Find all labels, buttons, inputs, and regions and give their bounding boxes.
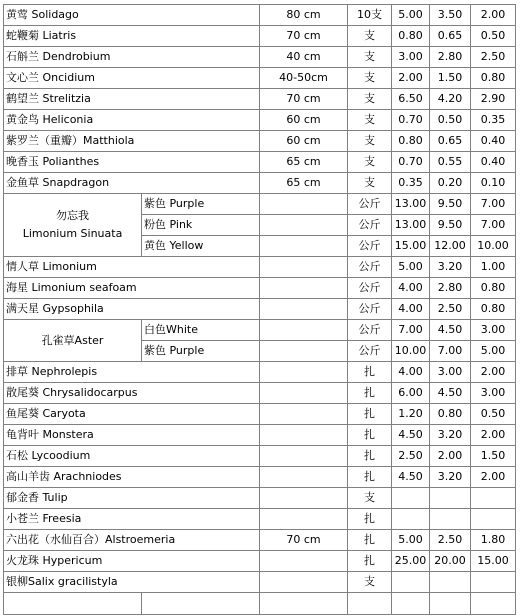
product-name-cell: 鹤望兰 Strelitzia — [4, 89, 260, 110]
unit-cell: 扎 — [348, 509, 392, 530]
unit-cell: 支 — [348, 68, 392, 89]
price-cell-1: 4.00 — [392, 299, 430, 320]
price-cell-1: 4.50 — [392, 425, 430, 446]
flower-price-table — [3, 4, 516, 615]
unit-cell: 支 — [348, 110, 392, 131]
length-cell — [260, 257, 348, 278]
table-row — [4, 110, 516, 131]
empty-cell — [260, 593, 348, 615]
length-cell: 70 cm — [260, 26, 348, 47]
price-cell-1: 25.00 — [392, 551, 430, 572]
empty-cell — [4, 593, 142, 615]
unit-cell: 支 — [348, 572, 392, 593]
product-name-cell: 蛇鞭菊 Liatris — [4, 26, 260, 47]
product-name-cell: 情人草 Limonium — [4, 257, 260, 278]
price-cell-1: 5.00 — [392, 530, 430, 551]
price-cell-3: 1.50 — [471, 446, 516, 467]
price-cell-2: 4.50 — [430, 320, 471, 341]
length-cell: 65 cm — [260, 152, 348, 173]
product-name-cell: 满天星 Gypsophila — [4, 299, 260, 320]
price-cell-3: 3.00 — [471, 383, 516, 404]
empty-cell — [392, 593, 430, 615]
price-cell-1 — [392, 509, 430, 530]
price-cell-1: 0.35 — [392, 173, 430, 194]
product-name-cell: 排草 Nephrolepis — [4, 362, 260, 383]
table-row — [4, 446, 516, 467]
product-name-cell: 高山羊齿 Arachniodes — [4, 467, 260, 488]
table-row — [4, 26, 516, 47]
price-cell-2: 0.65 — [430, 131, 471, 152]
unit-cell: 扎 — [348, 530, 392, 551]
table-body — [4, 5, 516, 615]
empty-cell — [142, 593, 260, 615]
unit-cell: 公斤 — [348, 299, 392, 320]
price-cell-3: 0.35 — [471, 110, 516, 131]
price-cell-1: 2.00 — [392, 68, 430, 89]
price-cell-1: 13.00 — [392, 194, 430, 215]
table-row — [4, 131, 516, 152]
length-cell — [260, 467, 348, 488]
length-cell — [260, 425, 348, 446]
price-cell-1: 2.50 — [392, 446, 430, 467]
table-row — [4, 488, 516, 509]
length-cell — [260, 509, 348, 530]
product-name-cell: 金鱼草 Snapdragon — [4, 173, 260, 194]
length-cell: 60 cm — [260, 131, 348, 152]
variant-color-cell: 紫色 Purple — [142, 341, 260, 362]
group-name-en: Limonium Sinuata — [22, 227, 123, 240]
price-cell-2: 2.50 — [430, 530, 471, 551]
price-cell-3: 1.00 — [471, 257, 516, 278]
variant-color-cell: 紫色 Purple — [142, 194, 260, 215]
length-cell: 40-50cm — [260, 68, 348, 89]
group-name-cell — [4, 194, 142, 257]
product-name-cell: 龟背叶 Monstera — [4, 425, 260, 446]
group-name-cn: 勿忘我 — [56, 209, 89, 222]
price-cell-2: 9.50 — [430, 194, 471, 215]
price-cell-1: 0.70 — [392, 152, 430, 173]
price-cell-3: 7.00 — [471, 194, 516, 215]
price-cell-2: 9.50 — [430, 215, 471, 236]
unit-cell: 扎 — [348, 425, 392, 446]
price-cell-2: 7.00 — [430, 341, 471, 362]
table-row — [4, 257, 516, 278]
unit-cell: 支 — [348, 89, 392, 110]
unit-cell: 扎 — [348, 551, 392, 572]
price-cell-3: 7.00 — [471, 215, 516, 236]
price-cell-3 — [471, 488, 516, 509]
price-cell-1: 4.00 — [392, 362, 430, 383]
unit-cell: 支 — [348, 173, 392, 194]
product-name-cell: 黄金鸟 Heliconia — [4, 110, 260, 131]
length-cell — [260, 446, 348, 467]
price-cell-1: 0.80 — [392, 26, 430, 47]
table-row — [4, 299, 516, 320]
price-cell-2: 2.80 — [430, 278, 471, 299]
table-row — [4, 320, 516, 341]
table-row — [4, 5, 516, 26]
length-cell — [260, 299, 348, 320]
price-cell-1: 6.50 — [392, 89, 430, 110]
product-name-cell: 文心兰 Oncidium — [4, 68, 260, 89]
price-cell-3: 2.50 — [471, 47, 516, 68]
price-cell-1: 5.00 — [392, 5, 430, 26]
table-row — [4, 530, 516, 551]
empty-cell — [430, 593, 471, 615]
unit-cell: 支 — [348, 47, 392, 68]
price-cell-3: 2.00 — [471, 362, 516, 383]
price-cell-1: 10.00 — [392, 341, 430, 362]
unit-cell: 支 — [348, 488, 392, 509]
unit-cell: 公斤 — [348, 194, 392, 215]
length-cell — [260, 362, 348, 383]
price-cell-1: 4.50 — [392, 467, 430, 488]
price-cell-3: 0.10 — [471, 173, 516, 194]
price-cell-3: 0.80 — [471, 299, 516, 320]
price-cell-3: 10.00 — [471, 236, 516, 257]
price-cell-3 — [471, 509, 516, 530]
product-name-cell: 火龙珠 Hypericum — [4, 551, 260, 572]
length-cell: 70 cm — [260, 530, 348, 551]
price-cell-2: 4.50 — [430, 383, 471, 404]
unit-cell: 10支 — [348, 5, 392, 26]
price-cell-3: 5.00 — [471, 341, 516, 362]
price-cell-3 — [471, 572, 516, 593]
table-row — [4, 551, 516, 572]
length-cell — [260, 278, 348, 299]
length-cell — [260, 572, 348, 593]
price-cell-2 — [430, 509, 471, 530]
price-cell-1: 0.80 — [392, 131, 430, 152]
length-cell: 80 cm — [260, 5, 348, 26]
unit-cell: 扎 — [348, 446, 392, 467]
length-cell: 60 cm — [260, 110, 348, 131]
price-cell-3: 0.50 — [471, 26, 516, 47]
unit-cell: 公斤 — [348, 236, 392, 257]
price-cell-3: 0.50 — [471, 404, 516, 425]
price-cell-3: 3.00 — [471, 320, 516, 341]
price-cell-1: 4.00 — [392, 278, 430, 299]
length-cell — [260, 320, 348, 341]
unit-cell: 扎 — [348, 404, 392, 425]
length-cell — [260, 404, 348, 425]
price-cell-3: 0.80 — [471, 68, 516, 89]
table-row — [4, 404, 516, 425]
table-row-empty — [4, 593, 516, 615]
price-cell-2: 3.00 — [430, 362, 471, 383]
length-cell — [260, 551, 348, 572]
price-cell-1 — [392, 488, 430, 509]
price-cell-2: 3.50 — [430, 5, 471, 26]
table-row — [4, 89, 516, 110]
length-cell — [260, 194, 348, 215]
product-name-cell: 晚香玉 Polianthes — [4, 152, 260, 173]
price-cell-2: 0.65 — [430, 26, 471, 47]
table-row — [4, 362, 516, 383]
price-cell-1: 1.20 — [392, 404, 430, 425]
unit-cell: 扎 — [348, 362, 392, 383]
price-cell-3: 0.40 — [471, 152, 516, 173]
table-row — [4, 68, 516, 89]
price-cell-3: 2.00 — [471, 5, 516, 26]
unit-cell: 公斤 — [348, 278, 392, 299]
variant-color-cell: 粉色 Pink — [142, 215, 260, 236]
empty-cell — [348, 593, 392, 615]
group-name-cell — [4, 320, 142, 362]
table-row — [4, 152, 516, 173]
unit-cell: 支 — [348, 131, 392, 152]
group-name-cn: 孔雀草Aster — [41, 333, 104, 347]
product-name-cell: 六出花（水仙百合）Alstroemeria — [4, 530, 260, 551]
length-cell — [260, 215, 348, 236]
price-cell-2: 2.80 — [430, 47, 471, 68]
price-cell-3: 2.90 — [471, 89, 516, 110]
price-cell-2: 12.00 — [430, 236, 471, 257]
length-cell — [260, 341, 348, 362]
table-row — [4, 278, 516, 299]
length-cell — [260, 383, 348, 404]
unit-cell: 公斤 — [348, 257, 392, 278]
price-cell-2: 20.00 — [430, 551, 471, 572]
price-cell-1: 0.70 — [392, 110, 430, 131]
price-cell-3: 0.40 — [471, 131, 516, 152]
unit-cell: 公斤 — [348, 215, 392, 236]
product-name-cell: 石斛兰 Dendrobium — [4, 47, 260, 68]
price-cell-2 — [430, 488, 471, 509]
table-row — [4, 47, 516, 68]
unit-cell: 扎 — [348, 383, 392, 404]
price-cell-3: 2.00 — [471, 467, 516, 488]
table-row — [4, 509, 516, 530]
product-name-cell: 紫罗兰（重瓣）Matthiola — [4, 131, 260, 152]
price-cell-2 — [430, 572, 471, 593]
price-cell-3: 0.80 — [471, 278, 516, 299]
length-cell — [260, 488, 348, 509]
length-cell — [260, 236, 348, 257]
product-name-cell: 小苍兰 Freesia — [4, 509, 260, 530]
length-cell: 40 cm — [260, 47, 348, 68]
price-cell-2: 0.80 — [430, 404, 471, 425]
price-cell-2: 0.55 — [430, 152, 471, 173]
price-cell-2: 2.50 — [430, 299, 471, 320]
unit-cell: 支 — [348, 26, 392, 47]
product-name-cell: 银柳Salix gracilistyla — [4, 572, 260, 593]
unit-cell: 公斤 — [348, 341, 392, 362]
price-cell-1: 3.00 — [392, 47, 430, 68]
price-cell-2: 2.00 — [430, 446, 471, 467]
table-row — [4, 425, 516, 446]
price-cell-2: 1.50 — [430, 68, 471, 89]
product-name-cell: 鱼尾葵 Caryota — [4, 404, 260, 425]
price-cell-1: 5.00 — [392, 257, 430, 278]
product-name-cell: 海星 Limonium seafoam — [4, 278, 260, 299]
variant-color-cell: 黄色 Yellow — [142, 236, 260, 257]
unit-cell: 扎 — [348, 467, 392, 488]
table-row — [4, 467, 516, 488]
price-cell-1 — [392, 572, 430, 593]
unit-cell: 支 — [348, 152, 392, 173]
variant-color-cell: 白色White — [142, 320, 260, 341]
product-name-cell: 石松 Lycoodium — [4, 446, 260, 467]
product-name-cell: 散尾葵 Chrysalidocarpus — [4, 383, 260, 404]
empty-cell — [471, 593, 516, 615]
price-cell-1: 6.00 — [392, 383, 430, 404]
table-row — [4, 173, 516, 194]
price-cell-3: 15.00 — [471, 551, 516, 572]
price-cell-1: 15.00 — [392, 236, 430, 257]
price-cell-2: 3.20 — [430, 257, 471, 278]
price-cell-2: 0.50 — [430, 110, 471, 131]
product-name-cell: 黄莺 Solidago — [4, 5, 260, 26]
table-row — [4, 194, 516, 215]
price-cell-3: 1.80 — [471, 530, 516, 551]
price-cell-2: 0.20 — [430, 173, 471, 194]
length-cell: 70 cm — [260, 89, 348, 110]
table-row — [4, 383, 516, 404]
unit-cell: 公斤 — [348, 320, 392, 341]
price-cell-2: 3.20 — [430, 467, 471, 488]
product-name-cell: 郁金香 Tulip — [4, 488, 260, 509]
table-row — [4, 572, 516, 593]
price-cell-1: 13.00 — [392, 215, 430, 236]
price-cell-2: 3.20 — [430, 425, 471, 446]
price-cell-1: 7.00 — [392, 320, 430, 341]
length-cell: 65 cm — [260, 173, 348, 194]
price-cell-3: 2.00 — [471, 425, 516, 446]
price-cell-2: 4.20 — [430, 89, 471, 110]
